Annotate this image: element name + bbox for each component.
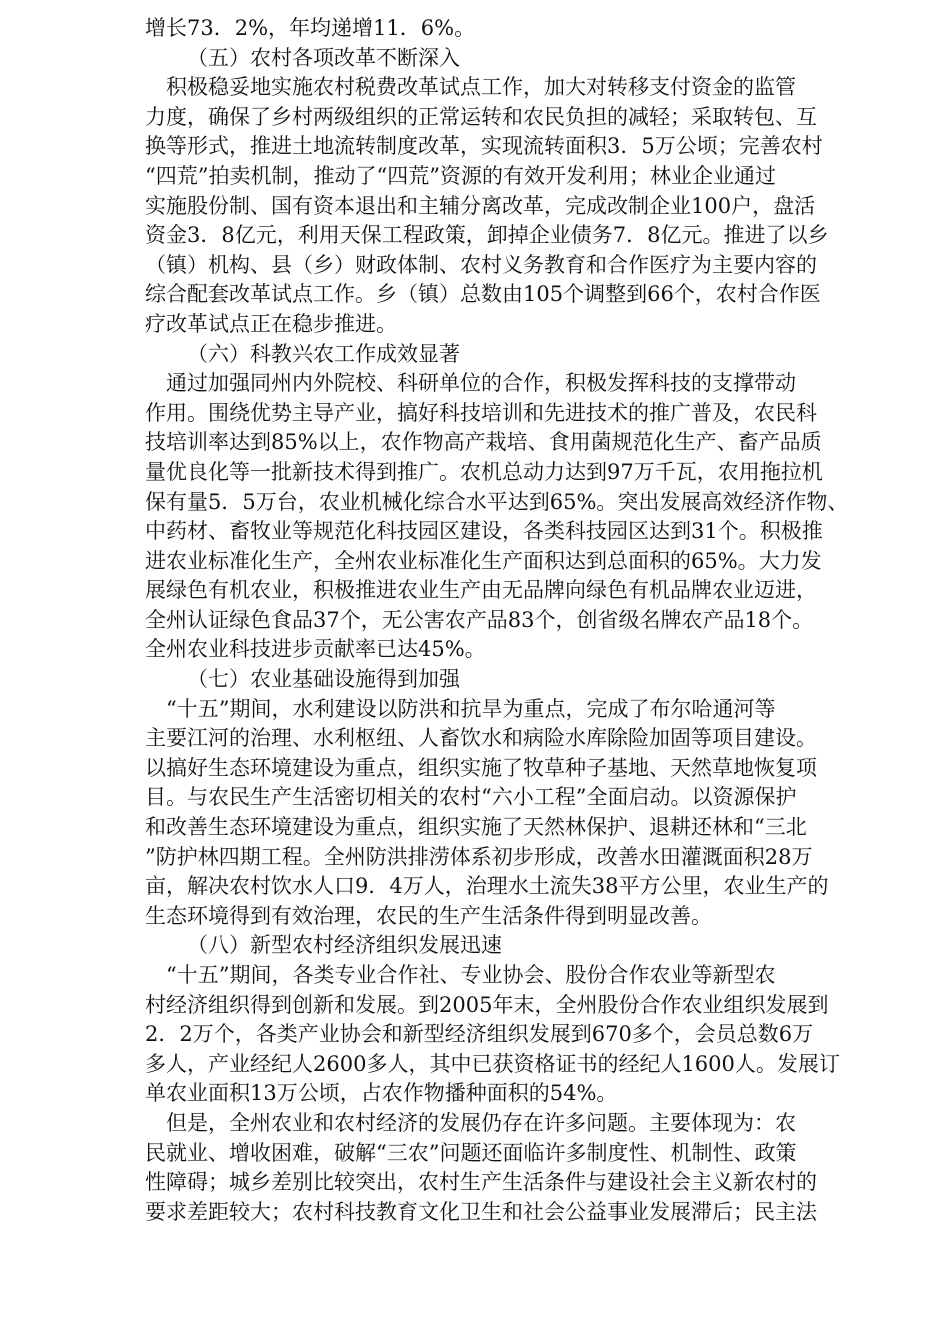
text-line: 进农业标准化生产，全州农业标准化生产面积达到总面积的65%。大力发 xyxy=(145,548,822,573)
document-page xyxy=(145,14,895,1227)
text-line: 换等形式，推进土地流转制度改革，实现流转面积3．5万公顷；完善农村 xyxy=(145,134,823,159)
text-line: 目。与农民生产生活密切相关的农村“六小工程”全面启动。以资源保护 xyxy=(145,785,797,810)
text-line: 性障碍；城乡差别比较突出，农村生产生活条件与建设社会主义新农村的 xyxy=(145,1170,817,1195)
text-line: 保有量5．5万台，农业机械化综合水平达到65%。突出发展高效经济作物、 xyxy=(145,489,849,514)
text-line: 村经济组织得到创新和发展。到2005年末，全州股份合作农业组织发展到 xyxy=(145,992,829,1017)
section-heading: （七）农业基础设施得到加强 xyxy=(187,667,460,692)
text-line: 量优良化等一批新技术得到推广。农机总动力达到97万千瓦，农用拖拉机 xyxy=(145,459,823,484)
text-line: 全州农业科技进步贡献率已达45%。 xyxy=(145,637,486,662)
section-heading: （八）新型农村经济组织发展迅速 xyxy=(187,933,502,958)
text-line: 全州认证绿色食品37个，无公害农产品83个，创省级名牌农产品18个。 xyxy=(145,607,814,632)
text-line: 2．2万个，各类产业协会和新型经济组织发展到670多个，会员总数6万 xyxy=(145,1022,814,1047)
text-line: 多人，产业经纪人2600多人，其中已获资格证书的经纪人1600人。发展订 xyxy=(145,1051,840,1076)
text-line: 积极稳妥地实施农村税费改革试点工作，加大对转移支付资金的监管 xyxy=(145,75,796,100)
text-line: 资金3．8亿元，利用天保工程政策，卸掉企业债务7．8亿元。推进了以乡 xyxy=(145,223,829,248)
text-line: 中药材、畜牧业等规范化科技园区建设，各类科技园区达到31个。积极推 xyxy=(145,519,823,544)
text-line: 主要江河的治理、水利枢纽、人畜饮水和病险水库除险加固等项目建设。 xyxy=(145,726,817,751)
text-line: 作用。围绕优势主导产业，搞好科技培训和先进技术的推广普及，农民科 xyxy=(145,400,817,425)
text-line: “十五”期间，水利建设以防洪和抗旱为重点，完成了布尔哈通河等 xyxy=(145,696,776,721)
section-heading: （六）科教兴农工作成效显著 xyxy=(187,341,460,366)
text-line: 展绿色有机农业，积极推进农业生产由无品牌向绿色有机品牌农业迈进， xyxy=(145,578,817,603)
text-line: 但是，全州农业和农村经济的发展仍存在许多问题。主要体现为：农 xyxy=(145,1110,796,1135)
text-line: 综合配套改革试点工作。乡（镇）总数由105个调整到66个，农村合作医 xyxy=(145,282,821,307)
text-line: 以搞好生态环境建设为重点，组织实施了牧草种子基地、天然草地恢复项 xyxy=(145,755,817,780)
text-line: 技培训率达到85%以上，农作物高产栽培、食用菌规范化生产、畜产品质 xyxy=(145,430,822,455)
text-line: 通过加强同州内外院校、科研单位的合作，积极发挥科技的支撑带动 xyxy=(145,371,796,396)
text-line: 增长73．2%，年均递增11．6%。 xyxy=(145,16,476,40)
text-line: 生态环境得到有效治理，农民的生产生活条件得到明显改善。 xyxy=(145,903,712,928)
text-line: 疗改革试点正在稳步推进。 xyxy=(145,311,397,336)
text-line: 亩，解决农村饮水人口9．4万人，治理水土流失38平方公里，农业生产的 xyxy=(145,874,829,899)
text-line: 民就业、增收困难，破解“三农”问题还面临许多制度性、机制性、政策 xyxy=(145,1140,797,1165)
text-line: （镇）机构、县（乡）财政体制、农村义务教育和合作医疗为主要内容的 xyxy=(145,252,817,277)
text-line: “四荒”拍卖机制，推动了“四荒”资源的有效开发利用；林业企业通过 xyxy=(145,163,776,188)
text-line: 要求差距较大；农村科技教育文化卫生和社会公益事业发展滞后；民主法 xyxy=(145,1199,817,1224)
text-line: 实施股份制、国有资本退出和主辅分离改革，完成改制企业100户，盘活 xyxy=(145,193,816,218)
text-line: 和改善生态环境建设为重点，组织实施了天然林保护、退耕还林和“三北 xyxy=(145,815,807,840)
text-line: ”防护林四期工程。全州防洪排涝体系初步形成，改善水田灌溉面积28万 xyxy=(145,844,813,869)
text-line: “十五”期间，各类专业合作社、专业协会、股份合作农业等新型农 xyxy=(145,963,776,987)
text-line: 单农业面积13万公顷，占农作物播种面积的54%。 xyxy=(145,1081,618,1106)
section-heading: （五）农村各项改革不断深入 xyxy=(187,45,460,70)
text-line: 力度，确保了乡村两级组织的正常运转和农民负担的减轻；采取转包、互 xyxy=(145,104,817,129)
document-body xyxy=(145,14,895,1227)
